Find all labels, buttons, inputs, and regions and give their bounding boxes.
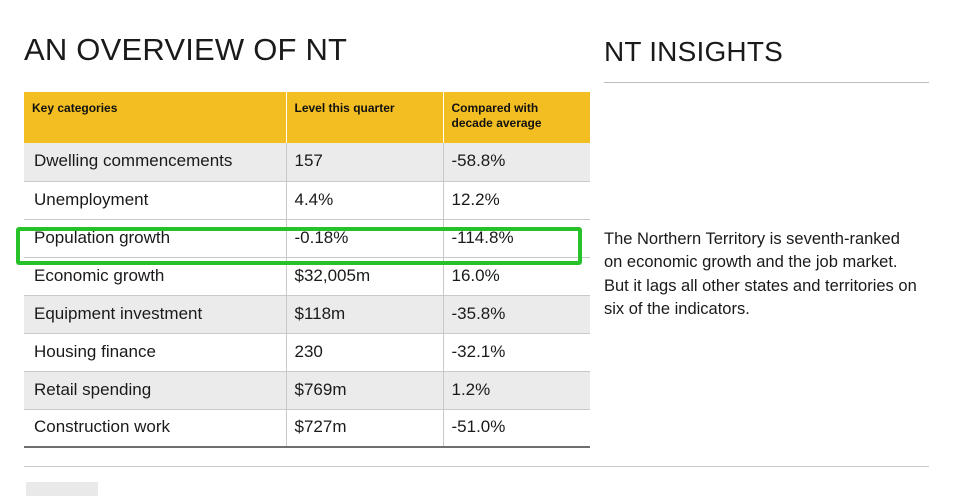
cell-level: $32,005m: [286, 257, 443, 295]
cell-compared: -114.8%: [443, 219, 590, 257]
cell-level: $727m: [286, 409, 443, 447]
page-title-right: NT INSIGHTS: [604, 36, 784, 67]
cell-category: Economic growth: [24, 257, 286, 295]
cell-compared: 12.2%: [443, 181, 590, 219]
cell-level: 4.4%: [286, 181, 443, 219]
cell-level: $118m: [286, 295, 443, 333]
cell-compared: -58.8%: [443, 143, 590, 181]
table-row: [24, 371, 590, 409]
key-categories-table: [24, 92, 590, 448]
cell-compared: 16.0%: [443, 257, 590, 295]
cell-level: 230: [286, 333, 443, 371]
cell-category: Retail spending: [24, 371, 286, 409]
cell-compared: -32.1%: [443, 333, 590, 371]
table-header-row: [24, 92, 590, 143]
cell-compared: -51.0%: [443, 409, 590, 447]
page-title-left: AN OVERVIEW OF NT: [24, 32, 348, 67]
footer-placeholder: [26, 482, 98, 496]
cell-category: Construction work: [24, 409, 286, 447]
cell-category: Dwelling commencements: [24, 143, 286, 181]
column-header-compared: Compared with decade average: [443, 92, 590, 143]
table-row: [24, 409, 590, 447]
table-row: [24, 257, 590, 295]
cell-category: Housing finance: [24, 333, 286, 371]
cell-category: Equipment investment: [24, 295, 286, 333]
column-header-level: Level this quarter: [286, 92, 443, 143]
cell-compared: -35.8%: [443, 295, 590, 333]
cell-level: -0.18%: [286, 219, 443, 257]
table-row: [24, 295, 590, 333]
column-header-category: Key categories: [24, 92, 286, 143]
cell-level: $769m: [286, 371, 443, 409]
table-row: [24, 181, 590, 219]
footer-divider: [24, 466, 929, 467]
cell-compared: 1.2%: [443, 371, 590, 409]
header-divider-right: [604, 82, 929, 83]
cell-category: Population growth: [24, 219, 286, 257]
table-row: [24, 333, 590, 371]
cell-level: 157: [286, 143, 443, 181]
insights-body: The Northern Territory is seventh-ranked on economic growth and the job market. But it lags all other states and territories on six of the indicators.: [604, 230, 917, 319]
cell-category: Unemployment: [24, 181, 286, 219]
table-row-highlighted: [24, 219, 590, 257]
table-row: [24, 143, 590, 181]
